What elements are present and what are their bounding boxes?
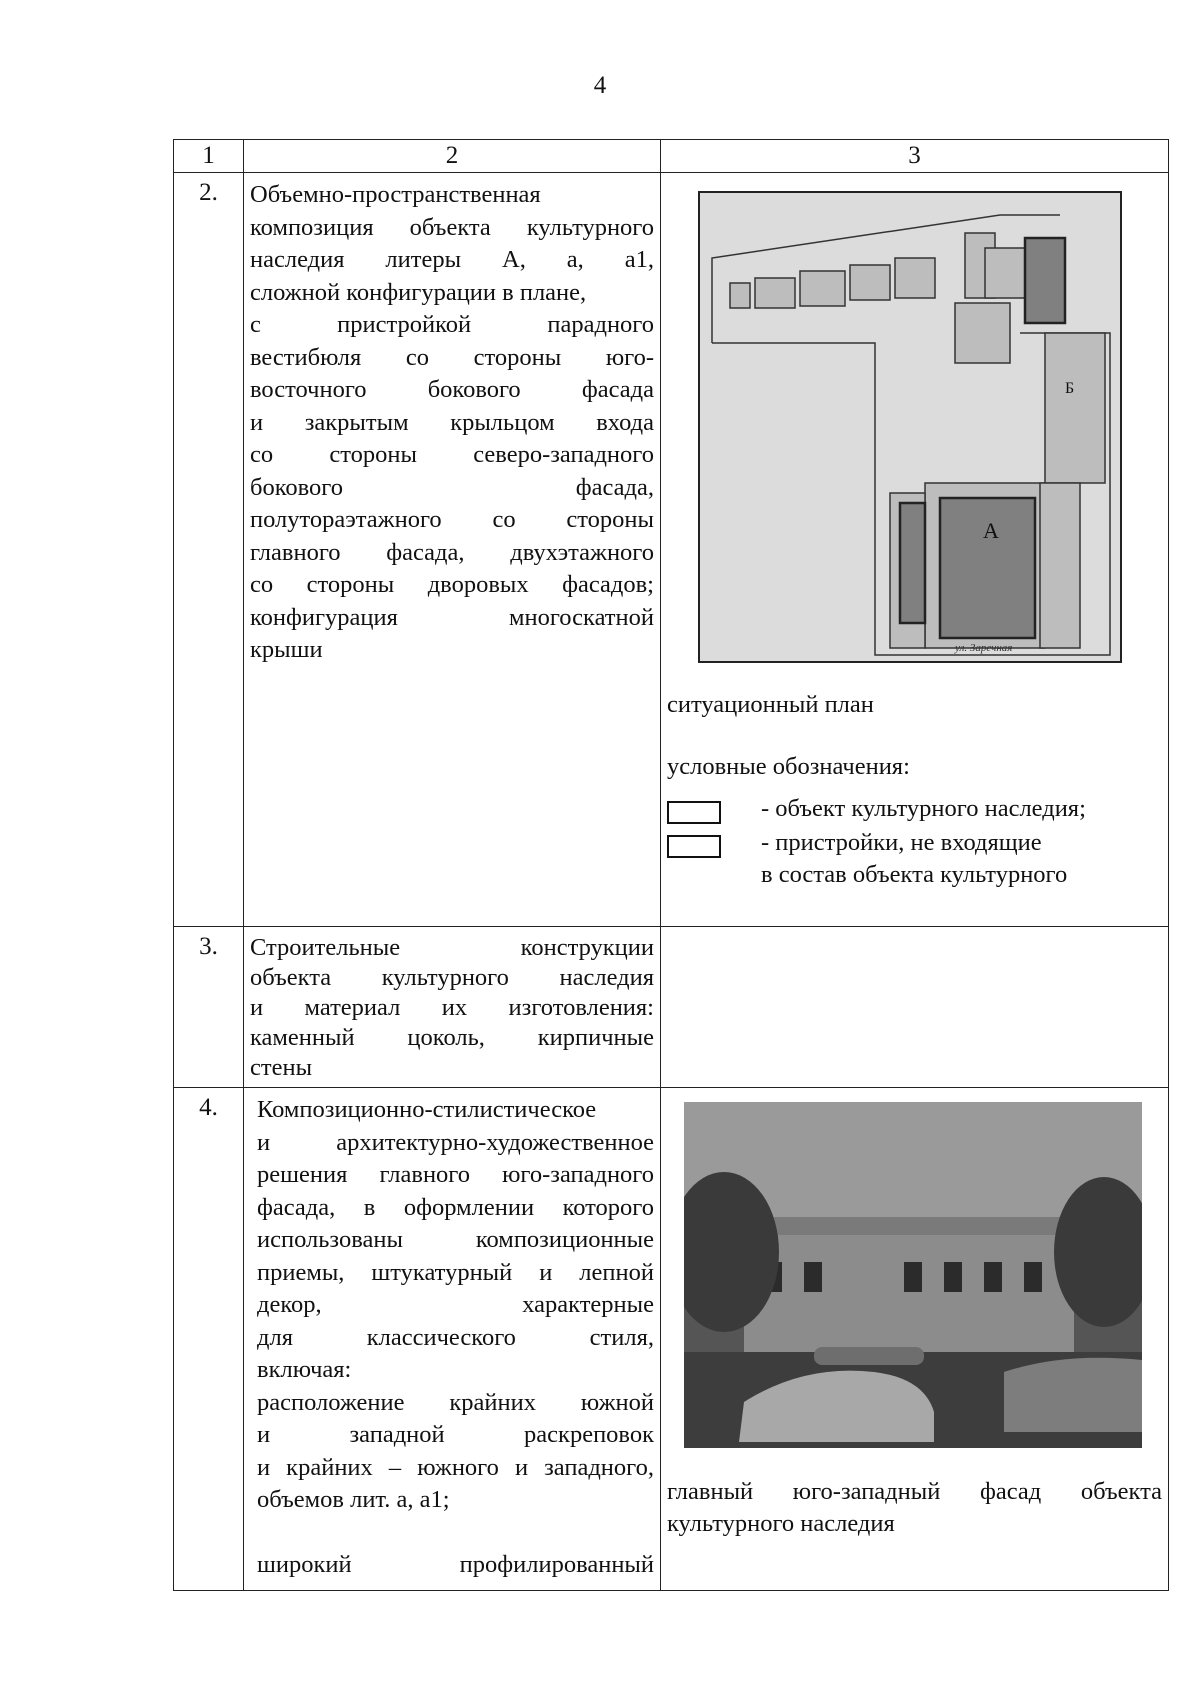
row-number: 3.	[174, 927, 244, 1088]
desc-line: объемов лит. а, а1;	[257, 1486, 450, 1513]
desc-line: наследия литеры А, а, а1,	[250, 246, 654, 273]
desc-line: Объемно-пространственная	[250, 181, 541, 208]
legend-item-heritage	[661, 793, 1168, 825]
plan-street-label: ул. Заречная	[955, 642, 1013, 654]
desc-line: бокового фасада,	[250, 473, 654, 501]
desc-line: и крайних – южного и западного,	[257, 1453, 654, 1481]
desc-line: приемы, штукатурный и лепной	[257, 1258, 654, 1286]
desc-line: вестибюля со стороны юго-	[250, 343, 654, 371]
photo-caption: главный юго-западный фасад объекта культурного наследия	[667, 1478, 1162, 1537]
situation-plan-image	[698, 191, 1122, 663]
desc-line: использованы композиционные	[257, 1226, 654, 1253]
header-col-1: 1	[174, 140, 244, 173]
legend-item-annexes	[661, 827, 1168, 891]
desc-line: сложной конфигурации в плане,	[250, 278, 587, 306]
desc-line: конфигурация многоскатной	[250, 603, 654, 631]
row-illustration	[661, 1088, 1169, 1591]
legend-swatch	[667, 801, 721, 824]
heritage-table	[173, 139, 1169, 1591]
row-number: 2.	[174, 173, 244, 927]
row-description	[244, 927, 661, 1088]
legend-swatch	[667, 835, 721, 858]
desc-line: и материал их изготовления:	[250, 994, 654, 1021]
row-illustration	[661, 173, 1169, 927]
table-row	[174, 927, 1169, 1088]
desc-line: каменный цоколь, кирпичные	[250, 1024, 654, 1051]
page-number: 4	[593, 72, 607, 99]
table-row	[174, 1088, 1169, 1591]
plan-label-b: Б	[1065, 380, 1075, 397]
legend-label: - объект культурного наследия;	[761, 795, 1086, 822]
table-row	[174, 173, 1169, 927]
desc-line: полутораэтажного со стороны	[250, 506, 654, 533]
legend-label	[761, 827, 1067, 891]
desc-line: широкий профилированный	[257, 1550, 654, 1578]
desc-line: и западной раскреповок	[257, 1421, 654, 1448]
desc-line: восточного бокового фасада	[250, 376, 654, 403]
desc-line: решения главного юго-западного	[257, 1161, 654, 1188]
legend-title: условные обозначения:	[667, 753, 910, 780]
desc-line: композиция объекта культурного	[250, 213, 654, 241]
situation-plan-drawing	[700, 193, 1120, 661]
desc-line: главного фасада, двухэтажного	[250, 538, 654, 566]
desc-line: Строительные конструкции	[250, 934, 654, 961]
desc-line: стены	[250, 1054, 313, 1081]
row-description	[244, 1088, 661, 1591]
row-number: 4.	[174, 1088, 244, 1591]
header-col-2: 2	[244, 140, 661, 173]
row-description	[244, 173, 661, 927]
row-illustration-empty	[661, 927, 1169, 1088]
legend-label-line1: - пристройки, не входящие	[761, 829, 1042, 856]
facade-photo	[684, 1102, 1142, 1448]
plan-caption: ситуационный план	[667, 691, 874, 718]
desc-line: включая:	[257, 1356, 352, 1383]
table-header-row	[174, 140, 1169, 173]
desc-line: и архитектурно-художественное	[257, 1128, 654, 1156]
facade-photo-drawing	[684, 1102, 1142, 1448]
desc-line: со стороны северо-западного	[250, 441, 654, 468]
desc-line: с пристройкой парадного	[250, 311, 654, 338]
desc-line: декор, характерные	[257, 1291, 654, 1318]
desc-line: для классического стиля,	[257, 1323, 654, 1351]
desc-line: Композиционно-стилистическое	[257, 1096, 597, 1123]
desc-line: и закрытым крыльцом входа	[250, 408, 654, 436]
desc-line: фасада, в оформлении которого	[257, 1193, 654, 1221]
header-col-3: 3	[661, 140, 1169, 173]
desc-line: расположение крайних южной	[257, 1388, 654, 1416]
plan-label-a: А	[983, 518, 999, 543]
desc-line-blank	[257, 1517, 654, 1549]
desc-line: со стороны дворовых фасадов;	[250, 571, 654, 598]
desc-line: объекта культурного наследия	[250, 964, 654, 991]
legend-label-line2: в состав объекта культурного	[761, 861, 1068, 888]
desc-line: крыши	[250, 636, 323, 663]
